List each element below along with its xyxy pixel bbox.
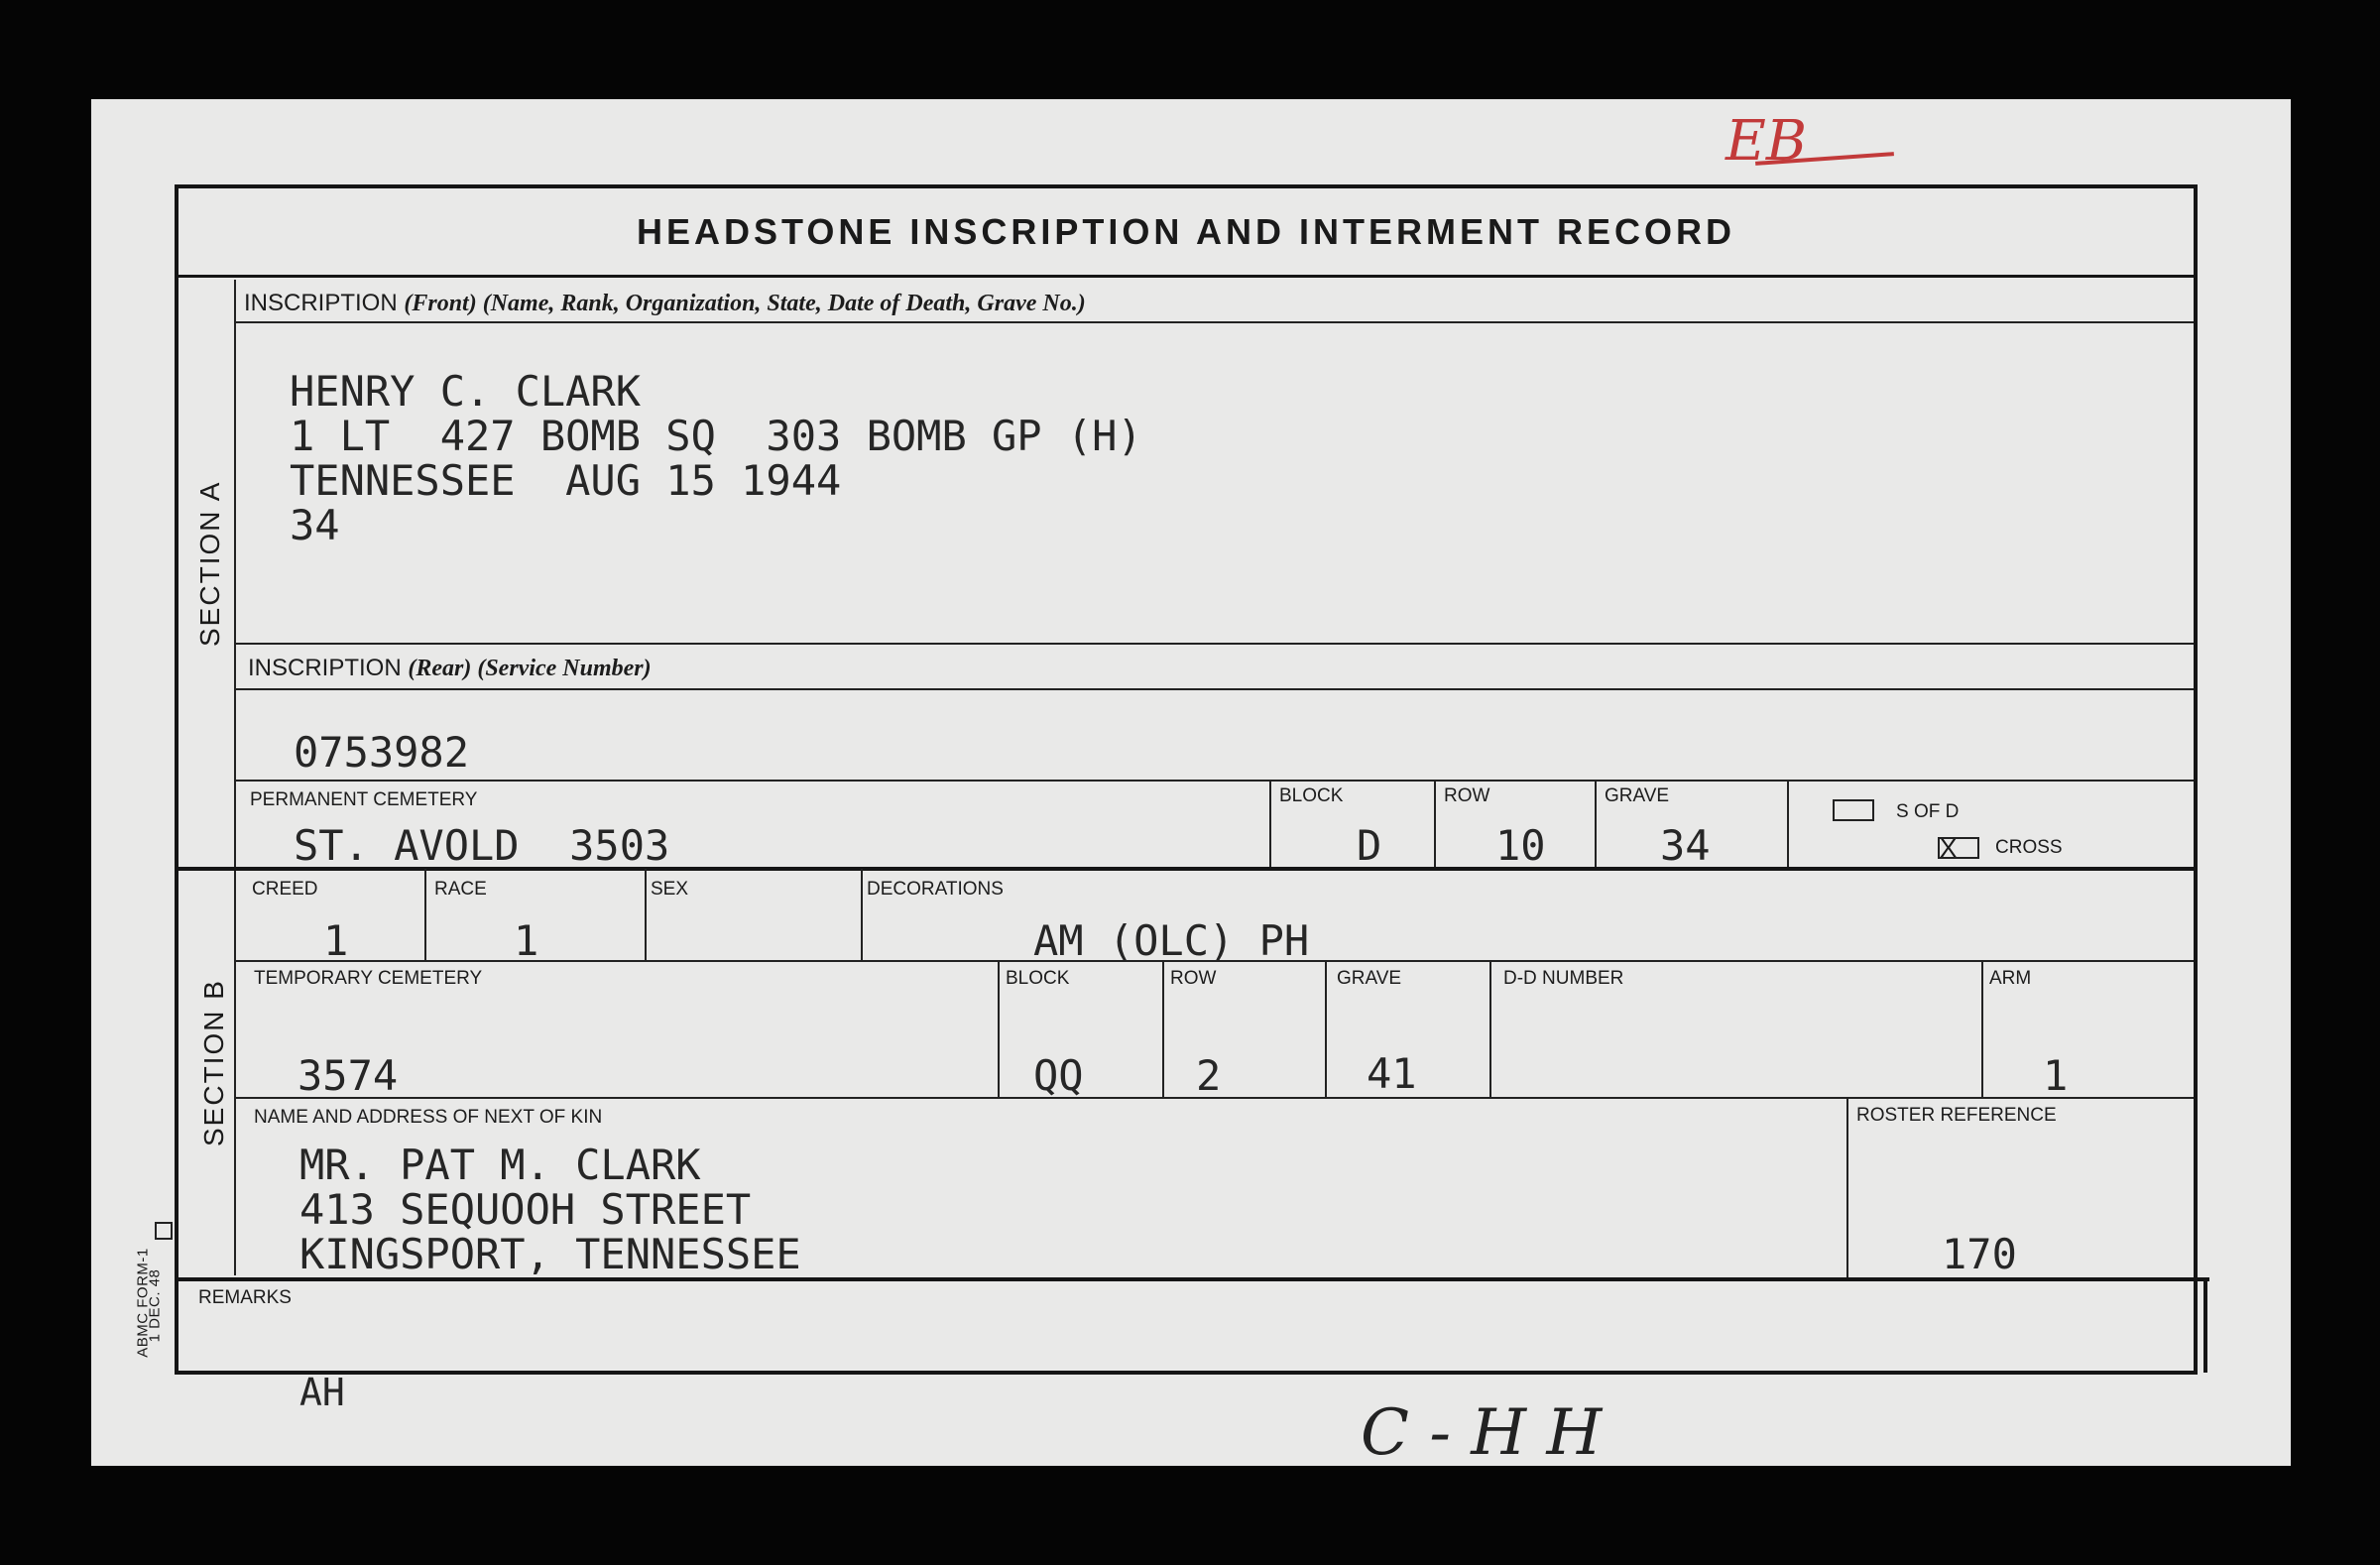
- temp-block: QQ: [1033, 1051, 1084, 1100]
- dd-divider: [1489, 960, 1491, 1097]
- perm-block-label: BLOCK: [1279, 785, 1344, 806]
- remarks-value: AH: [299, 1371, 345, 1414]
- front-label-text: INSCRIPTION: [244, 290, 398, 316]
- front-label-line: [236, 321, 2194, 323]
- front-line-4: 34: [290, 501, 340, 549]
- perm-grave: 34: [1660, 821, 1711, 870]
- arm: 1: [2043, 1051, 2069, 1100]
- section-column-line: [234, 280, 236, 1275]
- perm-row: 10: [1495, 821, 1546, 870]
- front-bottom-line: [236, 643, 2194, 645]
- front-label-italic: (Front) (Name, Rank, Organization, State, Date of Death, Grave No.): [404, 291, 1086, 316]
- margin-checkbox: [155, 1222, 173, 1240]
- rear-inscription-label: [248, 655, 652, 682]
- decorations-label: DECORATIONS: [867, 879, 1004, 900]
- front-inscription-label: [244, 290, 1086, 317]
- temporary-cemetery: 3574: [298, 1051, 399, 1100]
- remarks-right-line: [2203, 1277, 2207, 1373]
- permanent-cemetery: ST. AVOLD 3503: [294, 821, 670, 870]
- temp-grave: 41: [1367, 1049, 1417, 1098]
- form-title: HEADSTONE INSCRIPTION AND INTERMENT RECORD: [178, 188, 2194, 278]
- rear-label-text: INSCRIPTION: [248, 655, 402, 681]
- race-label: RACE: [434, 879, 487, 900]
- decorations-divider: [861, 869, 863, 960]
- form-id: ABMC FORM-1: [134, 1248, 152, 1358]
- perm-marker-divider: [1787, 780, 1789, 867]
- roster-divider: [1846, 1097, 1848, 1277]
- creed-label: CREED: [252, 879, 318, 900]
- perm-row-label: ROW: [1444, 785, 1490, 806]
- temp-row-divider: [1162, 960, 1164, 1097]
- temp-row: 2: [1196, 1051, 1222, 1100]
- perm-grave-divider: [1595, 780, 1597, 867]
- next-of-kin-label: NAME AND ADDRESS OF NEXT OF KIN: [254, 1107, 603, 1128]
- rear-label-italic: (Rear) (Service Number): [408, 656, 652, 681]
- race: 1: [514, 916, 539, 965]
- cross-label: CROSS: [1995, 837, 2063, 858]
- section-a-label: SECTION A: [194, 480, 225, 647]
- rear-label-line: [236, 688, 2194, 690]
- sex-divider: [645, 869, 647, 960]
- decorations: AM (OLC) PH: [1033, 916, 1310, 965]
- dd-number-label: D-D NUMBER: [1503, 968, 1624, 989]
- temp-block-divider: [998, 960, 1000, 1097]
- roster-reference: 170: [1942, 1230, 2017, 1278]
- s-of-d-checkbox[interactable]: [1833, 799, 1874, 821]
- remarks-label: REMARKS: [198, 1287, 292, 1308]
- kin-line-1: MR. PAT M. CLARK: [299, 1141, 701, 1189]
- temp-row-label: ROW: [1170, 968, 1217, 989]
- arm-divider: [1981, 960, 1983, 1097]
- race-divider: [424, 869, 426, 960]
- cross-checkbox[interactable]: [1938, 833, 1979, 863]
- sex-label: SEX: [651, 879, 689, 900]
- service-number: 0753982: [294, 728, 470, 777]
- perm-row-divider: [1434, 780, 1436, 867]
- s-of-d-label: S OF D: [1896, 801, 1960, 822]
- form-date: 1 DEC. 48: [146, 1268, 164, 1343]
- cross-check-mark: X: [1940, 833, 1958, 863]
- arm-label: ARM: [1989, 968, 2032, 989]
- roster-reference-label: ROSTER REFERENCE: [1856, 1105, 2057, 1126]
- front-line-3: TENNESSEE AUG 15 1944: [290, 456, 842, 505]
- temp-grave-label: GRAVE: [1337, 968, 1402, 989]
- kin-line-3: KINGSPORT, TENNESSEE: [299, 1230, 801, 1278]
- front-line-1: HENRY C. CLARK: [290, 367, 642, 416]
- permanent-cemetery-label: PERMANENT CEMETERY: [250, 789, 478, 810]
- perm-block-divider: [1269, 780, 1271, 867]
- creed: 1: [323, 916, 349, 965]
- perm-grave-label: GRAVE: [1605, 785, 1670, 806]
- kin-line-2: 413 SEQUOOH STREET: [299, 1185, 752, 1234]
- temp-block-label: BLOCK: [1006, 968, 1070, 989]
- rear-bottom-line: [236, 780, 2194, 782]
- front-line-2: 1 LT 427 BOMB SQ 303 BOMB GP (H): [290, 412, 1142, 460]
- perm-block: D: [1357, 821, 1382, 870]
- section-b-label: SECTION B: [198, 979, 229, 1146]
- temporary-cemetery-label: TEMPORARY CEMETERY: [254, 968, 483, 989]
- handwritten-note: C - H H: [1361, 1396, 1603, 1470]
- temp-grave-divider: [1325, 960, 1327, 1097]
- red-handwritten-mark: EB: [1726, 109, 1808, 174]
